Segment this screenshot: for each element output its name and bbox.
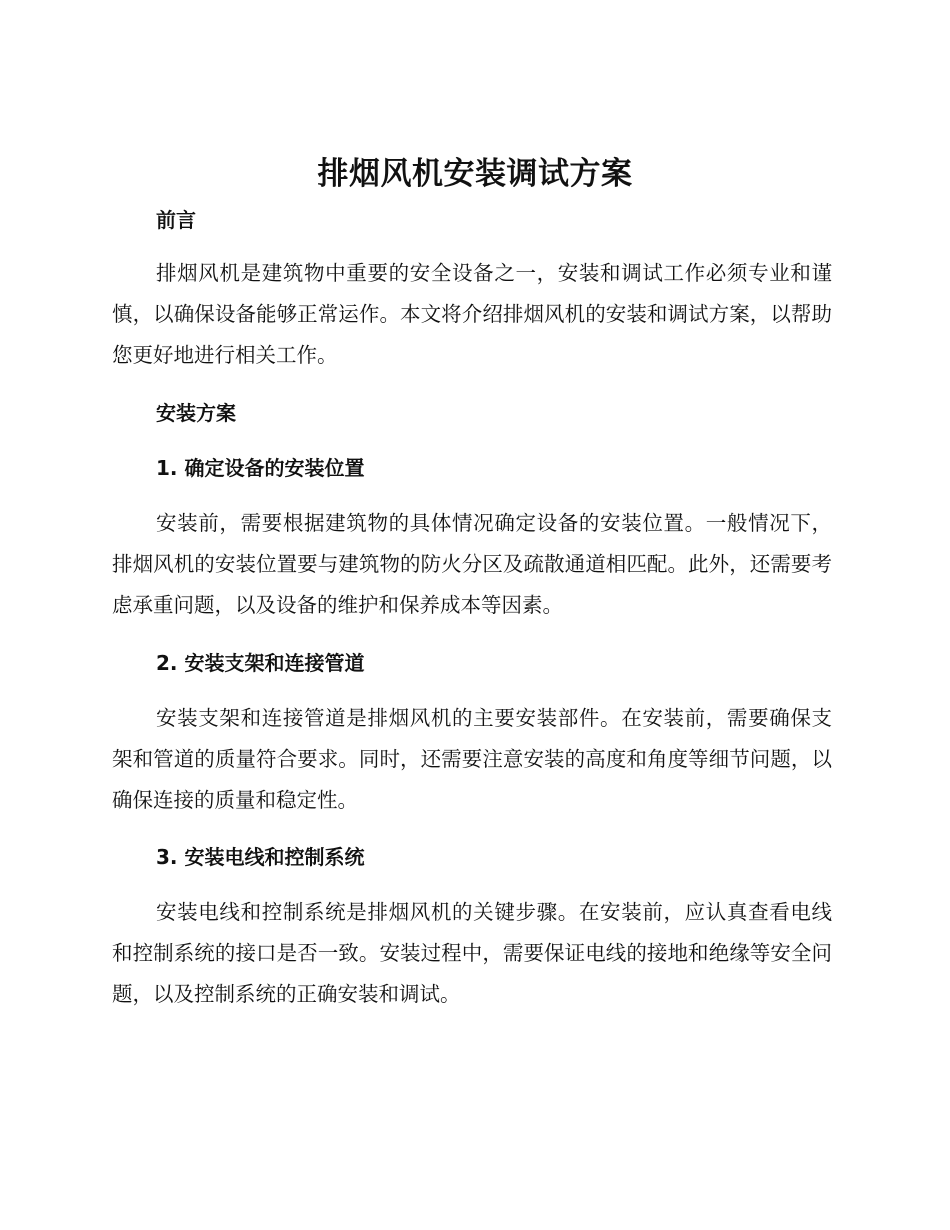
section-heading-preface: 前言 [156,208,196,232]
paragraph-step-3: 安装电线和控制系统是排烟风机的关键步骤。在安装前，应认真查看电线和控制系统的接口是否一致。安装过程中，需要保证电线的接地和绝缘等安全问题，以及控制系统的正确安装和调试。 [112,900,832,1006]
document-title: 排烟风机安装调试方案 [317,156,633,192]
section-heading-step-3: 3. 安装电线和控制系统 [156,845,365,869]
paragraph-preface: 排烟风机是建筑物中重要的安全设备之一，安装和调试工作必须专业和谨慎，以确保设备能够正常运作。本文将介绍排烟风机的安装和调试方案，以帮助您更好地进行相关工作。 [112,261,832,367]
section-heading-step-1: 1. 确定设备的安装位置 [156,456,365,480]
paragraph-step-1: 安装前，需要根据建筑物的具体情况确定设备的安装位置。一般情况下，排烟风机的安装位置要与建筑物的防火分区及疏散通道相匹配。此外，还需要考虑承重问题，以及设备的维护和保养成本等因素。 [112,511,832,617]
paragraph-step-2: 安装支架和连接管道是排烟风机的主要安装部件。在安装前，需要确保支架和管道的质量符合要求。同时，还需要注意安装的高度和角度等细节问题，以确保连接的质量和稳定性。 [112,706,832,812]
section-heading-step-2: 2. 安装支架和连接管道 [156,651,365,675]
section-heading-install-plan: 安装方案 [156,401,236,425]
